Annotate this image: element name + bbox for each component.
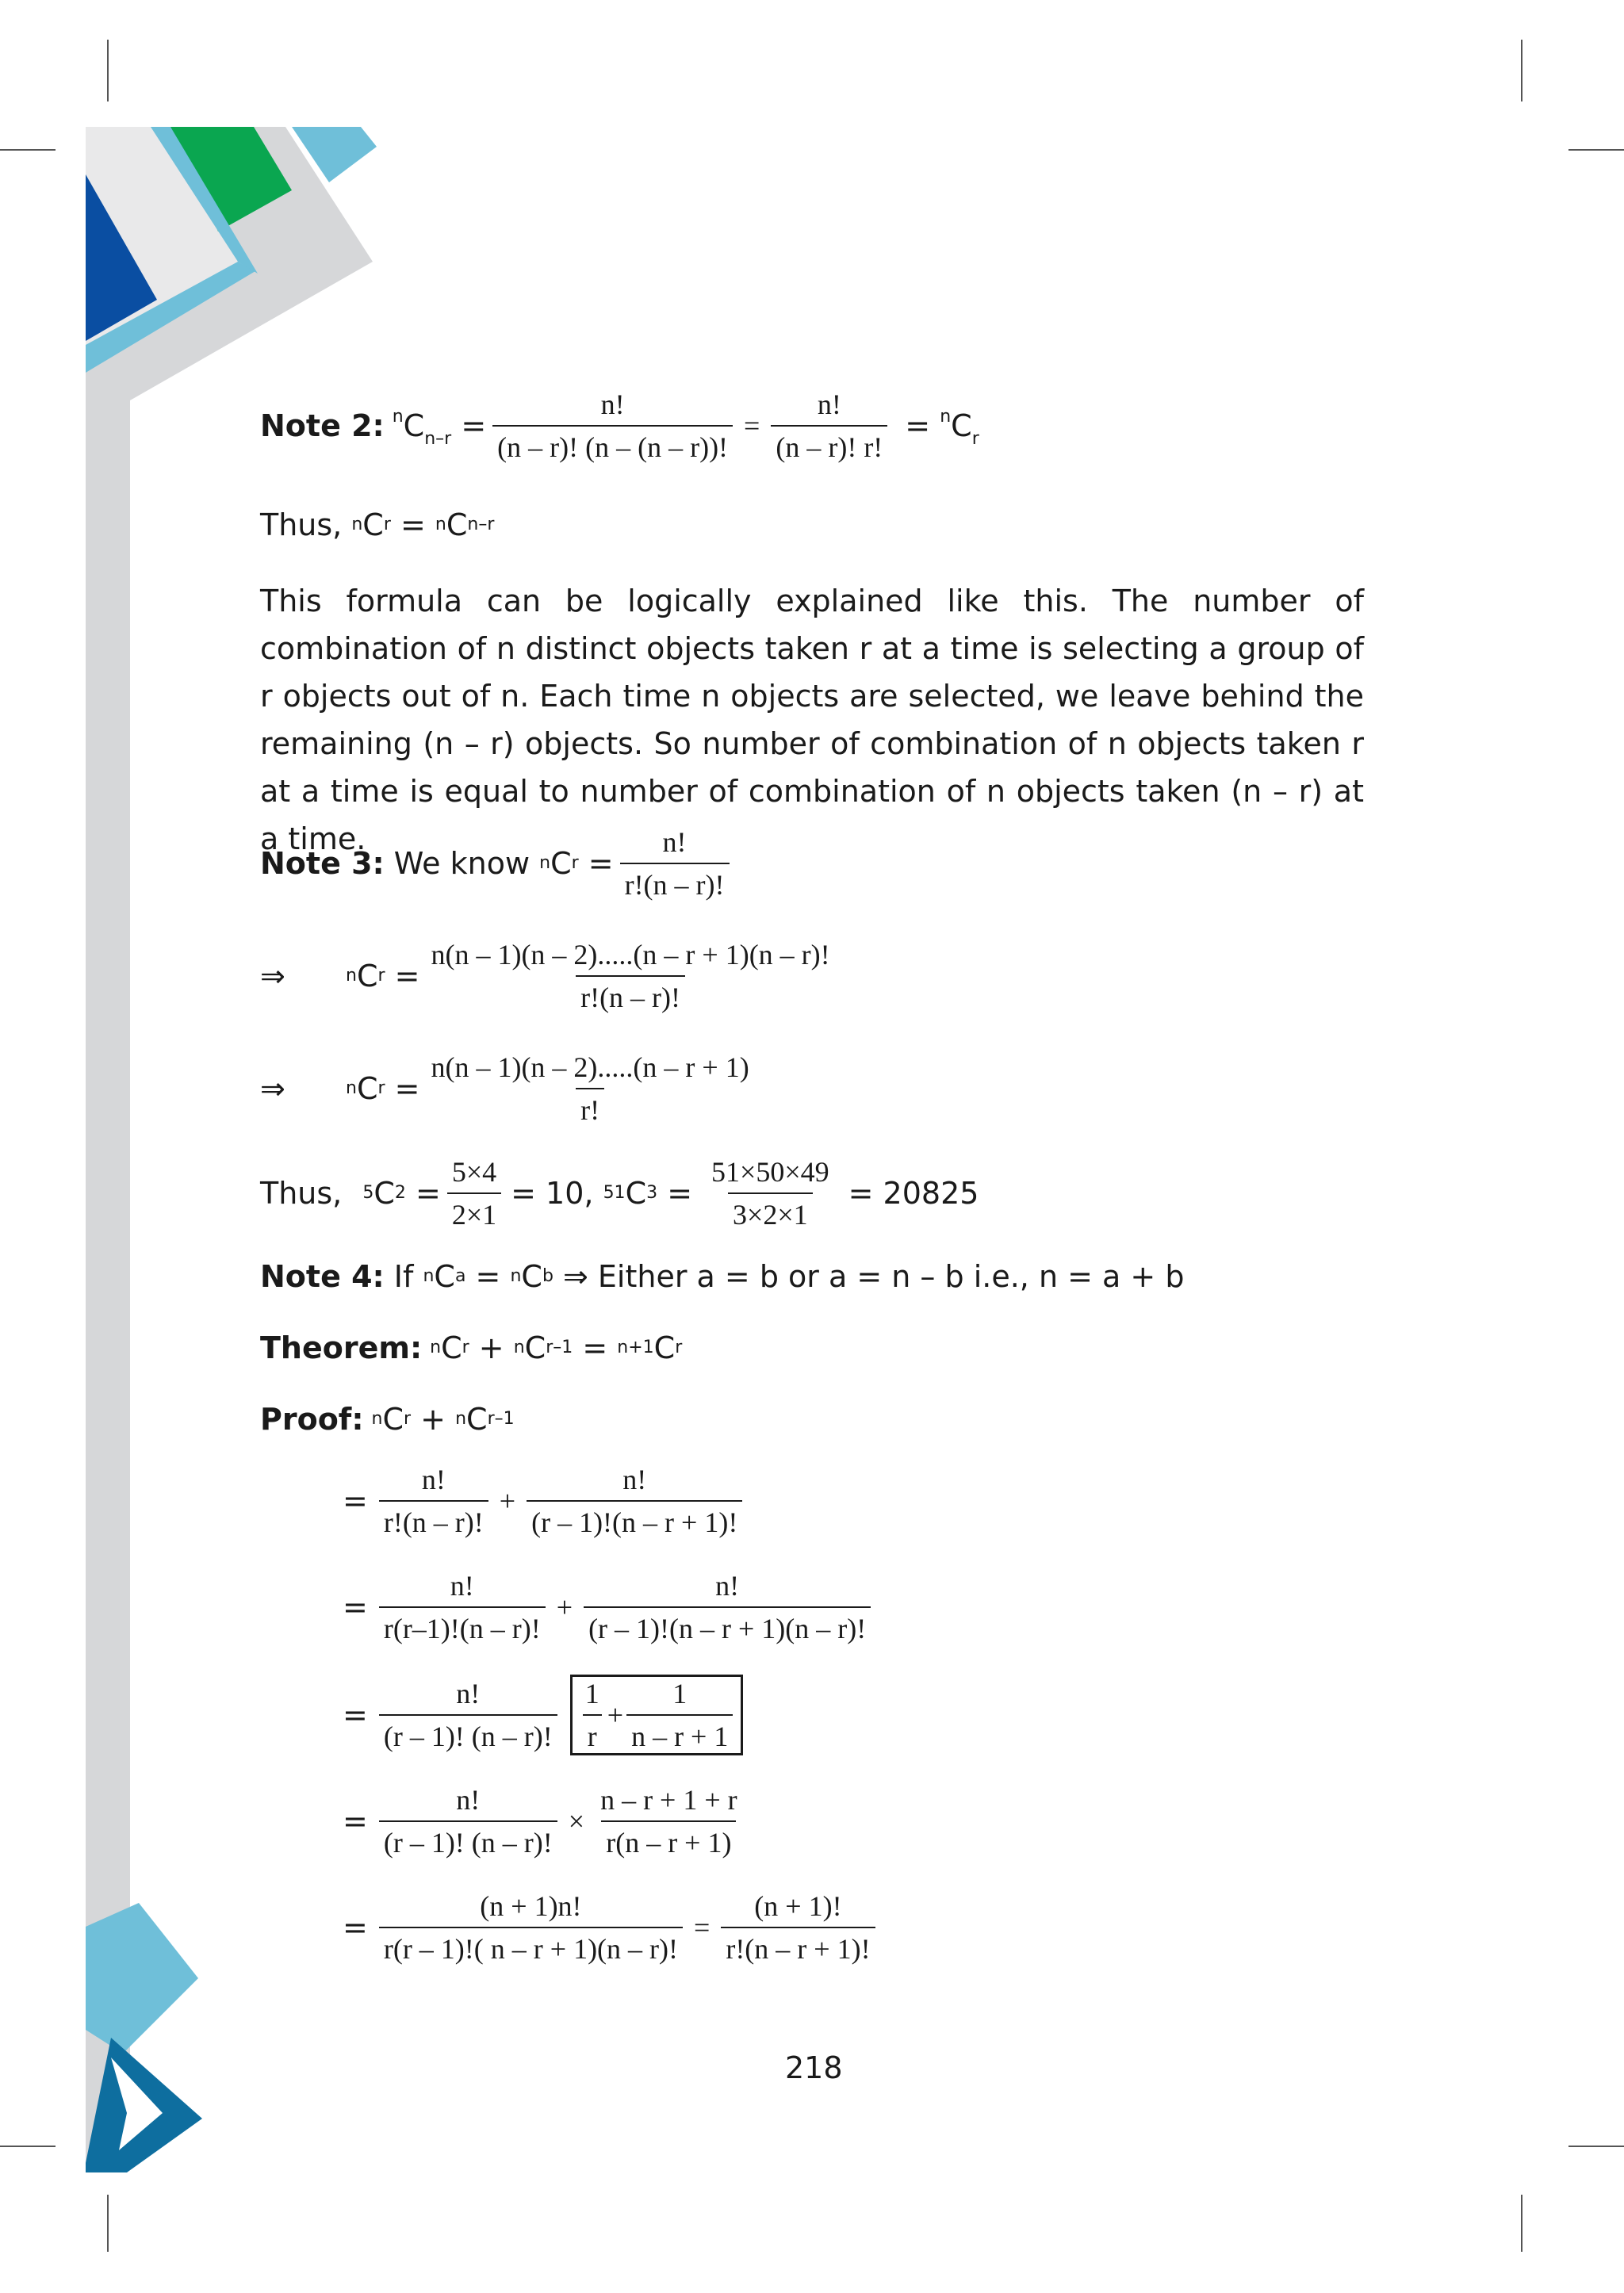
equals-sign: = [578,846,614,881]
fraction [379,1782,557,1860]
combination-symbol: C [373,1176,395,1211]
plus-sign: + [607,1699,624,1731]
equals-sign: = [385,1071,420,1106]
denominator: r(n – r + 1) [601,1820,736,1860]
fraction [492,387,733,465]
numerator: 1 [672,1678,688,1709]
plus-sign: + [556,1591,573,1623]
note-2-lhs [392,407,487,449]
combination-symbol: C [550,846,572,881]
note-4-text: If [384,1259,423,1294]
combination-symbol: C [403,408,425,443]
equals-sign: = [905,408,940,443]
combination-symbol: C [446,507,468,542]
proof-step-1 [343,1462,749,1540]
denominator: r! [576,1088,604,1127]
subscript: n–r [424,429,452,449]
fraction [596,1782,742,1860]
denominator: n – r + 1 [626,1714,733,1754]
superscript: n [940,407,952,427]
combination-symbol: C [356,1071,378,1106]
numerator: 1 [584,1678,599,1709]
implies-arrow: ⇒ [260,1071,285,1106]
equals-sign: = [390,507,435,542]
combination-symbol: C [434,1259,455,1294]
equals-sign: = [744,410,760,442]
numerator: 5×4 [451,1156,497,1188]
page-number: 218 [785,2050,843,2085]
fraction [707,1154,834,1232]
combination-symbol: C [356,959,378,993]
thus-text: Thus, [260,1176,352,1211]
numerator: n(n – 1)(n – 2).....(n – r + 1) [431,1051,749,1083]
proof-step-4 [343,1782,749,1860]
numerator: 51×50×49 [711,1156,829,1188]
denominator: (r – 1)! (n – r)! [379,1714,557,1754]
combination-symbol: C [951,408,972,443]
denominator: r!(n – r)! [620,863,730,902]
theorem-label: Theorem: [260,1330,423,1365]
left-gray-strip [86,396,130,2165]
equals-sign: = [465,1259,511,1294]
fraction [379,1568,546,1646]
note-4-text: ⇒ Either a = b or a = n – b i.e., n = a + b [553,1259,1185,1294]
note-2-label: Note 2: [260,408,385,443]
subscript: r [971,429,979,449]
result-text: = 20825 [848,1176,979,1211]
denominator: (r – 1)!(n – r + 1)(n – r)! [584,1606,871,1646]
denominator: r!(n – r)! [379,1500,488,1540]
numerator: n – r + 1 + r [600,1784,737,1816]
equals-sign: = [573,1330,618,1365]
numerator: n! [817,389,841,420]
denominator: 2×1 [447,1192,501,1232]
note-2 [260,387,979,465]
denominator: 3×2×1 [728,1192,813,1232]
plus-sign: + [499,1485,516,1517]
note-4-label: Note 4: [260,1259,385,1294]
implication-1: ⇒ n C r = $\frac{n(n - 1)(n - 2).....(n - r + 1)(n - r)!}{r!(n - r)!}$ [260,937,841,1015]
numerator: n! [456,1678,481,1709]
combination-symbol: C [441,1330,462,1365]
implication-2: ⇒ n C r = $\frac{n(n - 1)(n - 2).....(n - r + 1)}{r!}$ [260,1050,760,1127]
denominator: (r – 1)! (n – r)! [379,1820,557,1860]
plus-sign: + [469,1330,514,1365]
fraction [580,1676,604,1754]
proof-step-2 [343,1568,877,1646]
equals-sign: = [694,1912,710,1943]
numerator: (n + 1)! [754,1890,842,1922]
combination-symbol: C [466,1402,488,1437]
combination-symbol: C [362,507,384,542]
bracket-group [570,1675,744,1755]
numerator: n! [622,1464,647,1495]
note-2-rhs [905,407,979,449]
numerator: (n + 1)n! [480,1890,582,1922]
denominator: (n – r)! r! [771,425,887,465]
proof-label: Proof: [260,1402,364,1437]
explanation-paragraph: This formula can be logically explained like this. The number of combination of n distinct objects taken r at a time is selecting a group of r objects out of n. Each time n objects are selected, we leave behind the remaining (n – r) objects. So number of combination of n objects taken r at a time is equal to number of combination of n objects taken (n – r) at a time. [260,584,1364,856]
fraction [447,1154,501,1232]
thus-line-1: Thus, n C r = n C n–r [260,507,495,542]
denominator: r(r–1)!(n – r)! [379,1606,546,1646]
denominator: (n – r)! (n – (n – r))! [492,425,733,465]
denominator: r [583,1714,602,1754]
numerator: n! [600,389,625,420]
result-text: = 10, [511,1176,603,1211]
fraction [426,937,834,1015]
equals-sign: = [343,1698,368,1732]
fraction [626,1676,733,1754]
proof-step-3 [343,1675,743,1755]
equals-sign: = [343,1910,368,1945]
thus-text: Thus, [260,507,352,542]
combination-symbol: C [521,1259,542,1294]
denominator: r(r – 1)!( n – r + 1)(n – r)! [379,1927,683,1966]
fraction [771,387,887,465]
note-3-text: We know [384,846,540,881]
note-4: Note 4: If n C a = n C b ⇒ Either a = b or a = n – b i.e., n = a + b [260,1259,1185,1294]
combination-symbol: C [653,1330,676,1365]
equals-sign: = [461,408,487,443]
theorem: Theorem: n C r + n C r–1 = n+1 C r [260,1330,683,1365]
fraction [379,1889,683,1966]
superscript: n [392,407,404,427]
numerator: n(n – 1)(n – 2).....(n – r + 1)(n – r)! [431,939,830,970]
proof: Proof: n C r + n C r–1 [260,1402,515,1437]
fraction [721,1889,875,1966]
equals-sign: = [657,1176,693,1211]
numerator: n! [662,826,687,858]
equals-sign: = [405,1176,441,1211]
thus-line-2: Thus, 5 C 2 = $\frac{5\times 4}{2\times 1}$ = 10, 51 C 3 = $\frac{51\times 50\times 49}{3\times 2\times 1}$ = 20825 [260,1156,979,1231]
implies-arrow: ⇒ [260,959,285,993]
fraction [426,1050,753,1127]
fraction [584,1568,871,1646]
numerator: n! [456,1784,481,1816]
bottom-light-blue-diamond [86,1903,198,2054]
note-3-label: Note 3: [260,846,385,881]
denominator: r!(n – r)! [576,975,685,1015]
equals-sign: = [343,1590,368,1625]
note-3: Note 3: We know n C r = $\frac{n!}{r!(n - r)!}$ [260,825,736,902]
fraction [620,825,730,902]
numerator: n! [421,1464,446,1495]
multiply-sign: × [568,1805,585,1837]
numerator: n! [715,1570,740,1602]
equals-sign: = [343,1483,368,1518]
fraction [379,1462,488,1540]
combination-symbol: C [625,1176,647,1211]
denominator: r!(n – r + 1)! [721,1927,875,1966]
plus-sign: + [411,1402,456,1437]
equals-sign: = [343,1804,368,1839]
combination-symbol: C [382,1402,404,1437]
combination-symbol: C [524,1330,546,1365]
fraction [527,1462,742,1540]
equals-sign: = [385,959,420,993]
proof-step-5 [343,1889,882,1966]
denominator: (r – 1)!(n – r + 1)! [527,1500,742,1540]
numerator: n! [450,1570,474,1602]
fraction [379,1676,557,1754]
